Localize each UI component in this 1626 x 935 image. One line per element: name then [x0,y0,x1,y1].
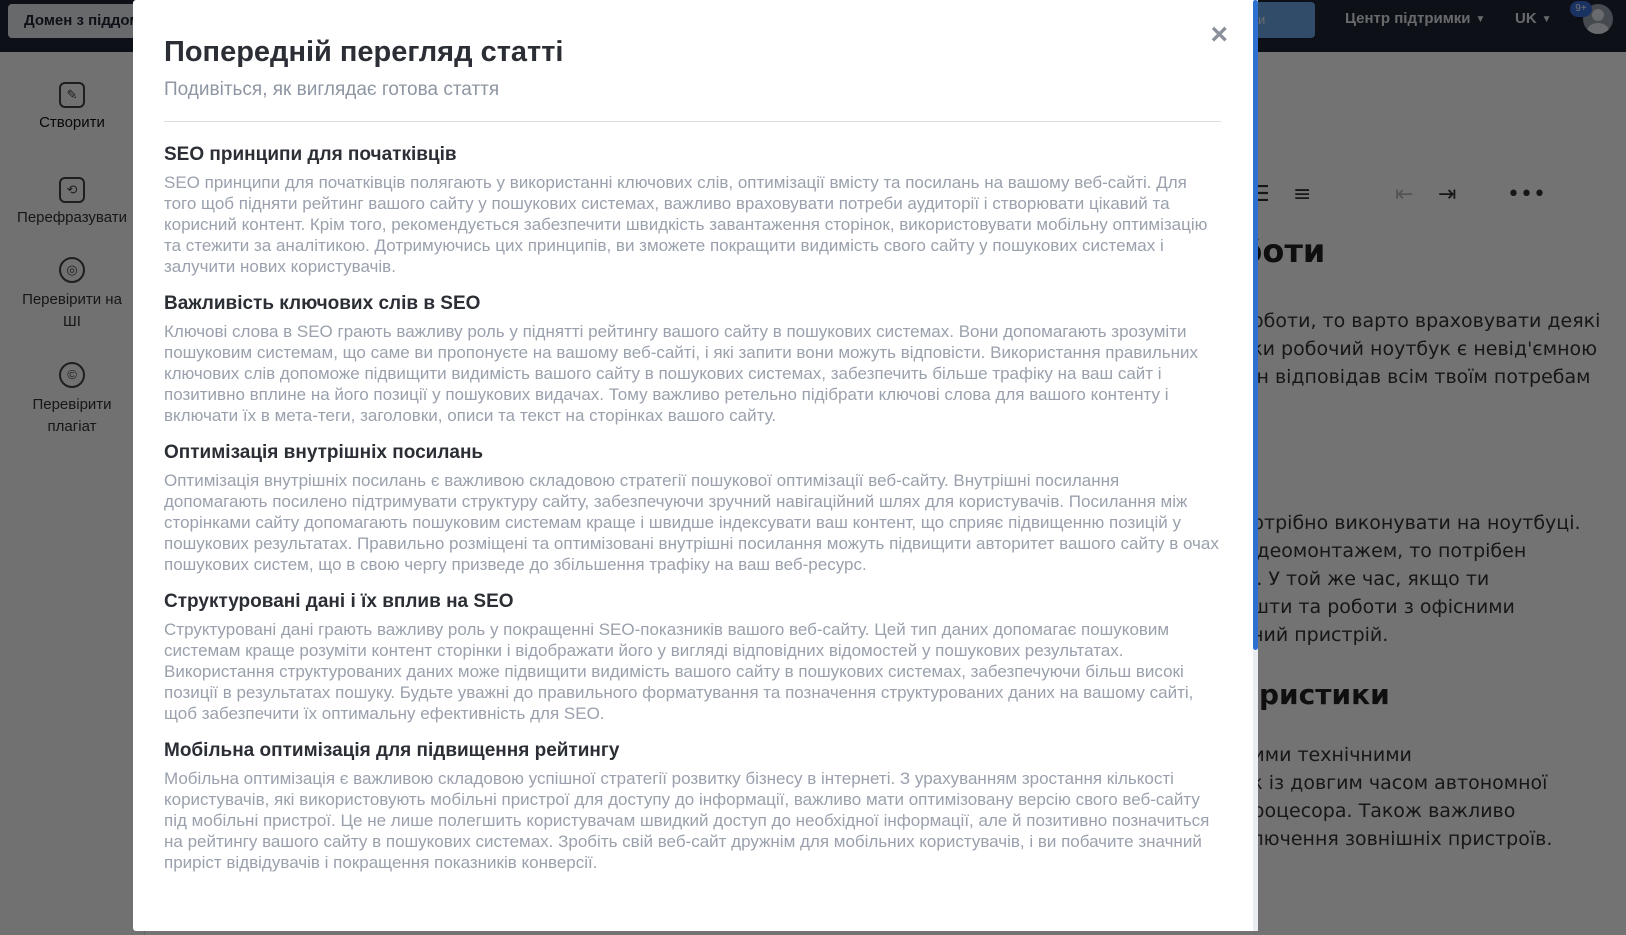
section-heading: Структуровані дані і їх вплив на SEO [164,591,514,612]
section-heading: Оптимізація внутрішніх посилань [164,442,484,463]
modal-subtitle: Подивіться, як виглядає готова стаття [164,79,500,100]
section-heading: SEO принципи для початківців [164,144,457,165]
article-preview-modal [133,0,1258,931]
article-section [164,591,1221,724]
modal-scrollbar[interactable] [1253,0,1258,931]
modal-scrollbar-thumb[interactable] [1253,0,1258,650]
article-section [164,442,1221,575]
modal-title: Попередній перегляд статті [164,36,564,68]
section-heading: Важливість ключових слів в SEO [164,293,481,314]
article-section [164,293,1221,426]
close-button[interactable]: × [1210,18,1228,51]
article-section [164,144,1221,277]
section-body: SEO принципи для початківців полягають у використанні ключових слів, оптимізації вмісту та посилань на вашому веб-сайті. Для того щоб підняти рейтинг вашого сайту у пошукових системах, важливо враховувати потреби аудиторії і створювати цікавий та корисний контент. Крім того, рекомендується забезпечити швидкість завантаження сторінок, використовувати мобільну оптимізацію та стежити за аналітикою. Дотримуючись цих принципів, ви зможете покращити видимість свого сайту у пошукових системах і залучити нових користувачів. [164,173,1208,276]
article-section [164,740,1221,873]
section-heading: Мобільна оптимізація для підвищення рейтингу [164,740,620,761]
section-body: Оптимізація внутрішніх посилань є важливою складовою стратегії пошукової оптимізації веб-сайту. Внутрішні посилання допомагають посилено підтримувати структуру сайту, забезпечуючи зручний навігаційний шлях для користувачів. Посилання між сторінками сайту допомагають пошуковим системам краще і швидше індексувати ваш контент, що сприяє підвищенню позицій у пошукових результатах. Правильно розміщені та оптимізовані внутрішні посилання можуть підвищити авторитет вашого сайту в очах пошукових систем, що в свою чергу призведе до збільшення трафіку на ваш веб-ресурс. [164,471,1219,574]
section-body: Мобільна оптимізація є важливою складовою успішної стратегії розвитку бізнесу в інтернеті. З урахуванням зростання кількості користувачів, які використовують мобільні пристрої для доступу до інформації, важливо мати оптимізовану версію свого веб-сайту під мобільні пристрої. Це не лише полегшить користувачам швидкий доступ до необхідної інформації, але й позитивно позначиться на рейтингу вашого сайту в пошукових системах. Зробіть свій веб-сайт дружнім для мобільних користувачів, і ви побачите значний приріст відвідувачів і покращення показників конверсії. [164,769,1210,872]
section-body: Ключові слова в SEO грають важливу роль у піднятті рейтингу вашого сайту в пошукових системах. Вони допомагають зрозуміти пошуковим системам, що саме ви пропонуєте на вашому веб-сайті, і які запити вони можуть відповісти. Використання правильних ключових слів допоможе підвищити видимість вашого сайту в пошукових системах, забезпечить більше трафіку на ваш сайт і позитивно вплине на його позиції у пошукових видачах. Тому важливо ретельно підібрати ключові слова для вашого контенту і включати їх в мета-теги, заголовки, описи та текст на сторінках вашого сайту. [164,322,1199,425]
section-body: Структуровані дані грають важливу роль у покращенні SEO-показників вашого веб-сайту. Цей тип даних допомагає пошуковим системам краще розуміти контент сторінки і відображати його у вигляді відповідних відомостей у пошукових результатах. Використання структурованих даних може підвищити видимість вашого сайту в пошукових системах, забезпечуючи більш високі позиції в результатах пошуку. Будьте уважні до правильного форматування та позначення структурованих даних на вашому сайті, щоб забезпечити їх оптимальну ефективність для SEO. [164,620,1194,723]
divider [164,121,1221,122]
